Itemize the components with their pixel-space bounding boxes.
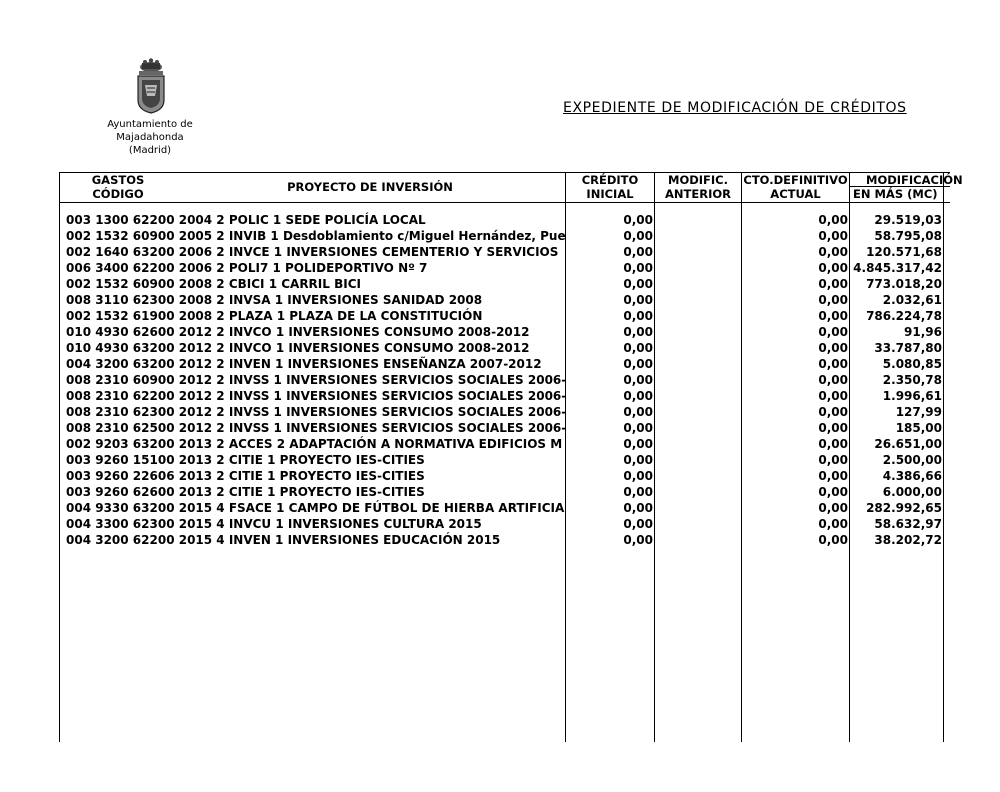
row-code: 003 9260 62600 2013 2 CITIE 1 PROYECTO IES-CITIES bbox=[66, 485, 425, 499]
row-cto-definitivo: 0,00 bbox=[818, 501, 848, 515]
header-modific: MODIFIC. bbox=[668, 173, 728, 187]
row-modificacion-en-mas: 1.996,61 bbox=[882, 389, 942, 403]
row-credito-inicial: 0,00 bbox=[623, 357, 653, 371]
table-row bbox=[0, 292, 944, 308]
document-title: EXPEDIENTE DE MODIFICACIÓN DE CRÉDITOS bbox=[563, 100, 907, 116]
table-row bbox=[0, 212, 944, 228]
row-modificacion-en-mas: 5.080,85 bbox=[882, 357, 942, 371]
row-modificacion-en-mas: 38.202,72 bbox=[874, 533, 942, 547]
row-modificacion-en-mas: 91,96 bbox=[904, 325, 942, 339]
row-credito-inicial: 0,00 bbox=[623, 533, 653, 547]
row-cto-definitivo: 0,00 bbox=[818, 485, 848, 499]
row-credito-inicial: 0,00 bbox=[623, 469, 653, 483]
row-modificacion-en-mas: 58.795,08 bbox=[874, 229, 942, 243]
row-credito-inicial: 0,00 bbox=[623, 421, 653, 435]
row-code: 006 3400 62200 2006 2 POLI7 1 POLIDEPORTIVO Nº 7 bbox=[66, 261, 428, 275]
row-code: 004 3200 62200 2015 4 INVEN 1 INVERSIONES EDUCACIÓN 2015 bbox=[66, 533, 501, 547]
header-inicial: INICIAL bbox=[586, 187, 634, 201]
row-code: 003 1300 62200 2004 2 POLIC 1 SEDE POLICÍA LOCAL bbox=[66, 213, 426, 227]
row-cto-definitivo: 0,00 bbox=[818, 277, 848, 291]
row-credito-inicial: 0,00 bbox=[623, 485, 653, 499]
row-credito-inicial: 0,00 bbox=[623, 293, 653, 307]
row-credito-inicial: 0,00 bbox=[623, 389, 653, 403]
row-modificacion-en-mas: 127,99 bbox=[895, 405, 942, 419]
table-row bbox=[0, 324, 944, 340]
table-row bbox=[0, 260, 944, 276]
row-cto-definitivo: 0,00 bbox=[818, 229, 848, 243]
row-credito-inicial: 0,00 bbox=[623, 517, 653, 531]
row-modificacion-en-mas: 4.845.317,42 bbox=[853, 261, 942, 275]
header-en-mas: EN MÁS (MC) bbox=[853, 187, 938, 201]
header-anterior: ANTERIOR bbox=[665, 187, 731, 201]
row-code: 008 2310 62300 2012 2 INVSS 1 INVERSIONES SERVICIOS SOCIALES 2006- bbox=[66, 405, 567, 419]
row-cto-definitivo: 0,00 bbox=[818, 517, 848, 531]
row-cto-definitivo: 0,00 bbox=[818, 437, 848, 451]
row-code: 008 2310 60900 2012 2 INVSS 1 INVERSIONES SERVICIOS SOCIALES 2006- bbox=[66, 373, 567, 387]
row-code: 004 3200 63200 2012 2 INVEN 1 INVERSIONES ENSEÑANZA 2007-2012 bbox=[66, 357, 542, 371]
row-credito-inicial: 0,00 bbox=[623, 341, 653, 355]
table-row bbox=[0, 452, 944, 468]
header-codigo: CÓDIGO bbox=[92, 187, 144, 201]
header-proyecto: PROYECTO DE INVERSIÓN bbox=[287, 180, 453, 194]
row-credito-inicial: 0,00 bbox=[623, 277, 653, 291]
row-cto-definitivo: 0,00 bbox=[818, 245, 848, 259]
row-modificacion-en-mas: 120.571,68 bbox=[866, 245, 942, 259]
row-modificacion-en-mas: 773.018,20 bbox=[866, 277, 942, 291]
row-cto-definitivo: 0,00 bbox=[818, 309, 848, 323]
row-code: 002 1532 60900 2008 2 CBICI 1 CARRIL BICI bbox=[66, 277, 361, 291]
table-header-rule bbox=[60, 202, 950, 203]
row-modificacion-en-mas: 2.032,61 bbox=[882, 293, 942, 307]
row-modificacion-en-mas: 786.224,78 bbox=[866, 309, 942, 323]
organization-city: Majadahonda bbox=[116, 132, 184, 143]
header-credito: CRÉDITO bbox=[581, 173, 639, 187]
row-code: 002 9203 63200 2013 2 ACCES 2 ADAPTACIÓN A NORMATIVA EDIFICIOS M bbox=[66, 437, 563, 451]
row-credito-inicial: 0,00 bbox=[623, 453, 653, 467]
row-credito-inicial: 0,00 bbox=[623, 325, 653, 339]
row-modificacion-en-mas: 6.000,00 bbox=[882, 485, 942, 499]
row-code: 008 2310 62500 2012 2 INVSS 1 INVERSIONES SERVICIOS SOCIALES 2006- bbox=[66, 421, 567, 435]
table-row bbox=[0, 404, 944, 420]
row-credito-inicial: 0,00 bbox=[623, 229, 653, 243]
row-code: 002 1532 60900 2005 2 INVIB 1 Desdoblamiento c/Miguel Hernández, Pue bbox=[66, 229, 566, 243]
row-cto-definitivo: 0,00 bbox=[818, 421, 848, 435]
organization-name: Ayuntamiento de bbox=[107, 119, 193, 130]
row-code: 008 3110 62300 2008 2 INVSA 1 INVERSIONES SANIDAD 2008 bbox=[66, 293, 483, 307]
row-cto-definitivo: 0,00 bbox=[818, 325, 848, 339]
row-cto-definitivo: 0,00 bbox=[818, 293, 848, 307]
row-modificacion-en-mas: 29.519,03 bbox=[874, 213, 942, 227]
row-credito-inicial: 0,00 bbox=[623, 405, 653, 419]
row-modificacion-en-mas: 4.386,66 bbox=[882, 469, 942, 483]
row-code: 008 2310 62200 2012 2 INVSS 1 INVERSIONES SERVICIOS SOCIALES 2006- bbox=[66, 389, 567, 403]
table-row bbox=[0, 308, 944, 324]
row-cto-definitivo: 0,00 bbox=[818, 533, 848, 547]
row-cto-definitivo: 0,00 bbox=[818, 341, 848, 355]
table-row bbox=[0, 356, 944, 372]
table-row bbox=[0, 276, 944, 292]
table-row bbox=[0, 420, 944, 436]
row-code: 004 3300 62300 2015 4 INVCU 1 INVERSIONES CULTURA 2015 bbox=[66, 517, 482, 531]
row-code: 003 9260 22606 2013 2 CITIE 1 PROYECTO IES-CITIES bbox=[66, 469, 425, 483]
table-row bbox=[0, 532, 944, 548]
header-modificacion: MODIFICACIÓN bbox=[866, 173, 963, 187]
table-row bbox=[0, 388, 944, 404]
header-gastos: GASTOS bbox=[91, 173, 145, 187]
row-cto-definitivo: 0,00 bbox=[818, 213, 848, 227]
row-cto-definitivo: 0,00 bbox=[818, 373, 848, 387]
table-row bbox=[0, 340, 944, 356]
table-row bbox=[0, 436, 944, 452]
row-code: 002 1640 63200 2006 2 INVCE 1 INVERSIONES CEMENTERIO Y SERVICIOS bbox=[66, 245, 559, 259]
row-cto-definitivo: 0,00 bbox=[818, 405, 848, 419]
table-row bbox=[0, 468, 944, 484]
table-row bbox=[0, 228, 944, 244]
row-cto-definitivo: 0,00 bbox=[818, 469, 848, 483]
row-credito-inicial: 0,00 bbox=[623, 501, 653, 515]
header-actual: ACTUAL bbox=[770, 187, 821, 201]
table-row bbox=[0, 244, 944, 260]
row-code: 004 9330 63200 2015 4 FSACE 1 CAMPO DE FÚTBOL DE HIERBA ARTIFICIA bbox=[66, 501, 565, 515]
row-code: 010 4930 63200 2012 2 INVCO 1 INVERSIONES CONSUMO 2008-2012 bbox=[66, 341, 530, 355]
row-modificacion-en-mas: 33.787,80 bbox=[874, 341, 942, 355]
row-modificacion-en-mas: 185,00 bbox=[895, 421, 942, 435]
row-cto-definitivo: 0,00 bbox=[818, 261, 848, 275]
row-cto-definitivo: 0,00 bbox=[818, 453, 848, 467]
header-cto-definitivo: CTO.DEFINITIVO bbox=[743, 173, 848, 187]
row-modificacion-en-mas: 26.651,00 bbox=[874, 437, 942, 451]
row-credito-inicial: 0,00 bbox=[623, 373, 653, 387]
table-row bbox=[0, 372, 944, 388]
row-modificacion-en-mas: 58.632,97 bbox=[874, 517, 942, 531]
row-code: 003 9260 15100 2013 2 CITIE 1 PROYECTO IES-CITIES bbox=[66, 453, 425, 467]
table-row bbox=[0, 516, 944, 532]
row-credito-inicial: 0,00 bbox=[623, 245, 653, 259]
row-credito-inicial: 0,00 bbox=[623, 437, 653, 451]
row-code: 002 1532 61900 2008 2 PLAZA 1 PLAZA DE LA CONSTITUCIÓN bbox=[66, 309, 483, 323]
table-row bbox=[0, 484, 944, 500]
row-cto-definitivo: 0,00 bbox=[818, 389, 848, 403]
row-credito-inicial: 0,00 bbox=[623, 261, 653, 275]
row-modificacion-en-mas: 282.992,65 bbox=[866, 501, 942, 515]
row-credito-inicial: 0,00 bbox=[623, 213, 653, 227]
row-modificacion-en-mas: 2.350,78 bbox=[882, 373, 942, 387]
row-cto-definitivo: 0,00 bbox=[818, 357, 848, 371]
row-credito-inicial: 0,00 bbox=[623, 309, 653, 323]
organization-region: (Madrid) bbox=[128, 145, 172, 156]
row-code: 010 4930 62600 2012 2 INVCO 1 INVERSIONES CONSUMO 2008-2012 bbox=[66, 325, 530, 339]
table-row bbox=[0, 500, 944, 516]
row-modificacion-en-mas: 2.500,00 bbox=[882, 453, 942, 467]
